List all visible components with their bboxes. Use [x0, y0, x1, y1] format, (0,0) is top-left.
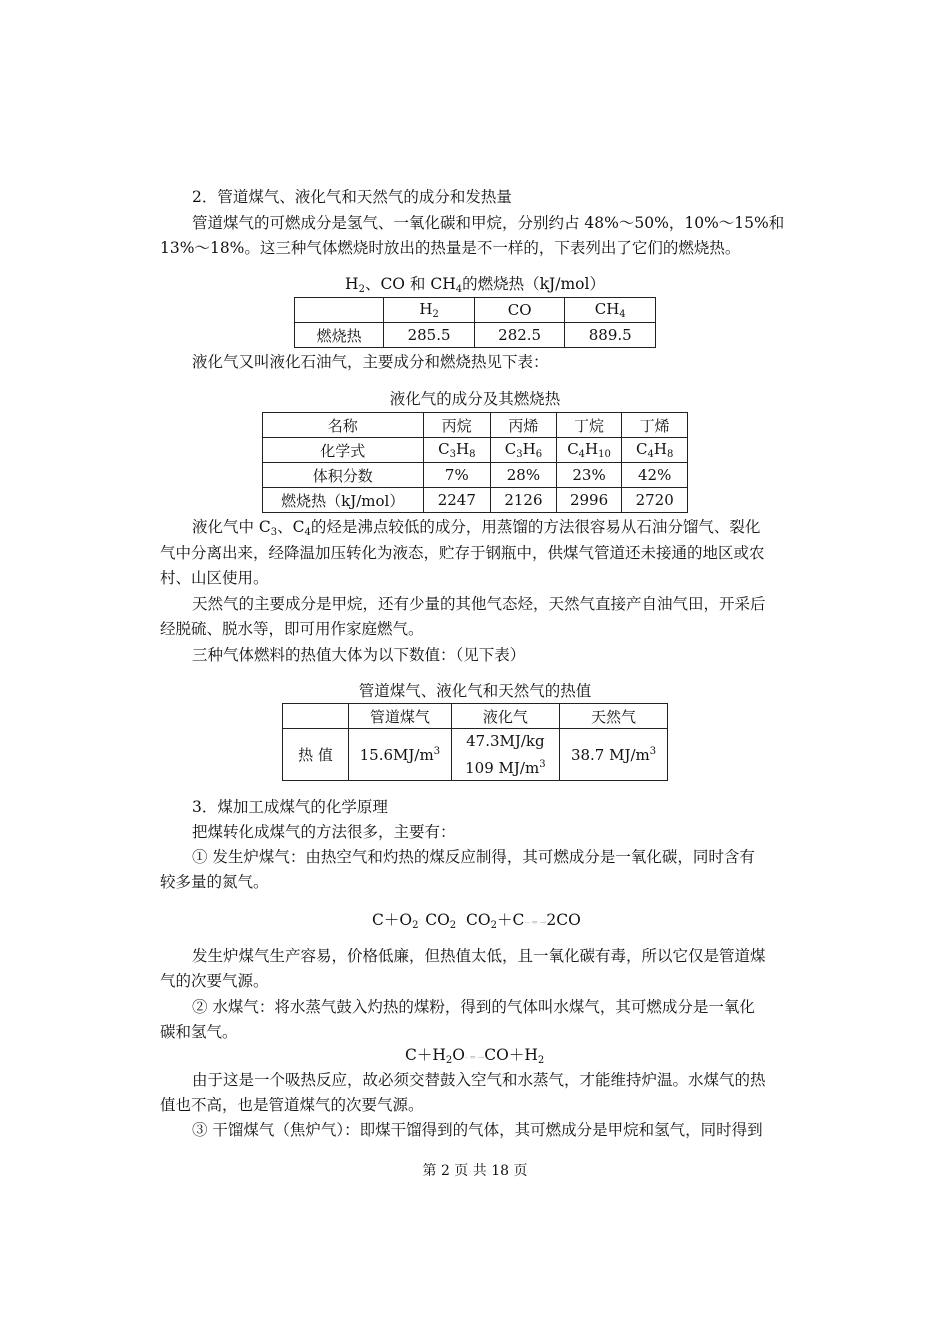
table-header: $CH_4$ [565, 298, 656, 323]
table-cell: 285.5 [384, 323, 475, 348]
paragraph-line: 值也不高，也是管道煤气的次要气源。 [160, 1096, 424, 1114]
table-cell: $15.6MJ/m^3$ [349, 729, 452, 781]
equation-1: $C+O_2'$ $CO_2$ $CO_2+C--$ ═ →2CO [372, 911, 581, 931]
heat-value-table [282, 703, 668, 781]
table-header: CO [474, 298, 565, 323]
table-cell: $C_4H_{10}$ [556, 438, 622, 463]
table-cell: 2126 [491, 488, 557, 513]
table-cell: 28% [491, 463, 557, 488]
section2-heading: 2．管道煤气、液化气和天然气的成分和发热量 [192, 188, 512, 206]
table-cell: 23% [556, 463, 622, 488]
paragraph-line: 天然气的主要成分是甲烷，还有少量的其他气态烃，天然气直接产自油气田，开采后 [192, 595, 766, 613]
paragraph-line: 管道煤气的可燃成分是氢气、一氧化碳和甲烷，分别约占 48%～50%，10%～15%和 [192, 214, 785, 232]
combustion-heat-table [294, 297, 656, 348]
paragraph-line: ② 水煤气：将水蒸气鼓入灼热的煤粉，得到的气体叫水煤气，其可燃成分是一氧化 [192, 998, 755, 1016]
paragraph-line: 经脱硫、脱水等，即可用作家庭燃气。 [160, 620, 424, 638]
row-label: 热 值 [283, 729, 349, 781]
page-footer: 第 2 页 共 18 页 [422, 1163, 528, 1179]
table-cell: 889.5 [565, 323, 656, 348]
paragraph-line: 较多量的氮气。 [160, 873, 269, 891]
table-cell [283, 704, 349, 729]
table-header: 丙烯 [491, 413, 557, 438]
paragraph-line: 三种气体燃料的热值大体为以下数值：（见下表） [192, 646, 526, 664]
row-label: 燃烧热（kJ/mol） [263, 488, 424, 513]
paragraph-line: 碳和氢气。 [160, 1023, 238, 1041]
section3-heading: 3．煤加工成煤气的化学原理 [192, 798, 388, 816]
table-cell: $C_3H_6$ [491, 438, 557, 463]
paragraph-line: 由于这是一个吸热反应，故必须交替鼓入空气和水蒸气，才能维持炉温。水煤气的热 [192, 1071, 766, 1089]
table-header: 名称 [263, 413, 424, 438]
table-cell [451, 729, 559, 781]
paragraph-line: 液化气又叫液化石油气，主要成分和燃烧热见下表： [192, 353, 549, 371]
paragraph-line: 气中分离出来，经降温加压转化为液态，贮存于钢瓶中，供煤气管道还未接通的地区或农 [160, 544, 765, 562]
row-label: 体积分数 [263, 463, 424, 488]
paragraph-line: 液化气中 $C_3$、$C_4$的烃是沸点较低的成分，用蒸馏的方法很容易从石油分馏气、裂化 [192, 518, 761, 538]
table-header: 丙烷 [423, 413, 491, 438]
table-cell: 282.5 [474, 323, 565, 348]
paragraph-line: 把煤转化成煤气的方法很多，主要有： [192, 823, 456, 841]
paragraph-line: 村、山区使用。 [160, 569, 269, 587]
table-cell: 2720 [622, 488, 688, 513]
paragraph-line: 13%～18%。这三种气体燃烧时放出的热量是不一样的，下表列出了它们的燃烧热。 [160, 239, 741, 257]
table-cell: 42% [622, 463, 688, 488]
table2-caption: 液化气的成分及其燃烧热 [389, 390, 561, 408]
table-header: 天然气 [560, 704, 668, 729]
paragraph-line: 气的次要气源。 [160, 972, 269, 990]
table3-caption: 管道煤气、液化气和天然气的热值 [358, 682, 592, 700]
table-cell: $C_3H_8$ [423, 438, 491, 463]
value-line: 109 $MJ/m^3$ [465, 759, 546, 777]
value-line: 47.3MJ/kg [466, 732, 545, 750]
paragraph-line: 发生炉煤气生产容易，价格低廉，但热值太低，且一氧化碳有毒，所以它仅是管道煤 [192, 947, 766, 965]
equation-2: $C+H_2O-$ ═ $\to CO+H_2$ [405, 1046, 545, 1066]
table-cell: 2247 [423, 488, 491, 513]
row-label: 燃烧热 [295, 323, 384, 348]
table1-caption: $H_2$、CO 和 $CH_4$的燃烧热（kJ/mol） [345, 275, 605, 295]
table-header: 液化气 [451, 704, 559, 729]
table-header: 管道煤气 [349, 704, 452, 729]
table-header: $H_2$ [384, 298, 475, 323]
row-label: 化学式 [263, 438, 424, 463]
table-cell [295, 298, 384, 323]
table-header: 丁烯 [622, 413, 688, 438]
table-cell: 38.7 $MJ/m^3$ [560, 729, 668, 781]
table-cell: 7% [423, 463, 491, 488]
paragraph-line: ③ 干馏煤气（焦炉气）：即煤干馏得到的气体，其可燃成分是甲烷和氢气，同时得到 [192, 1121, 763, 1139]
table-cell: 2996 [556, 488, 622, 513]
table-cell: $C_4H_8$ [622, 438, 688, 463]
paragraph-line: ① 发生炉煤气：由热空气和灼热的煤反应制得，其可燃成分是一氧化碳，同时含有 [192, 848, 755, 866]
lpg-table [262, 412, 688, 513]
table-header: 丁烷 [556, 413, 622, 438]
